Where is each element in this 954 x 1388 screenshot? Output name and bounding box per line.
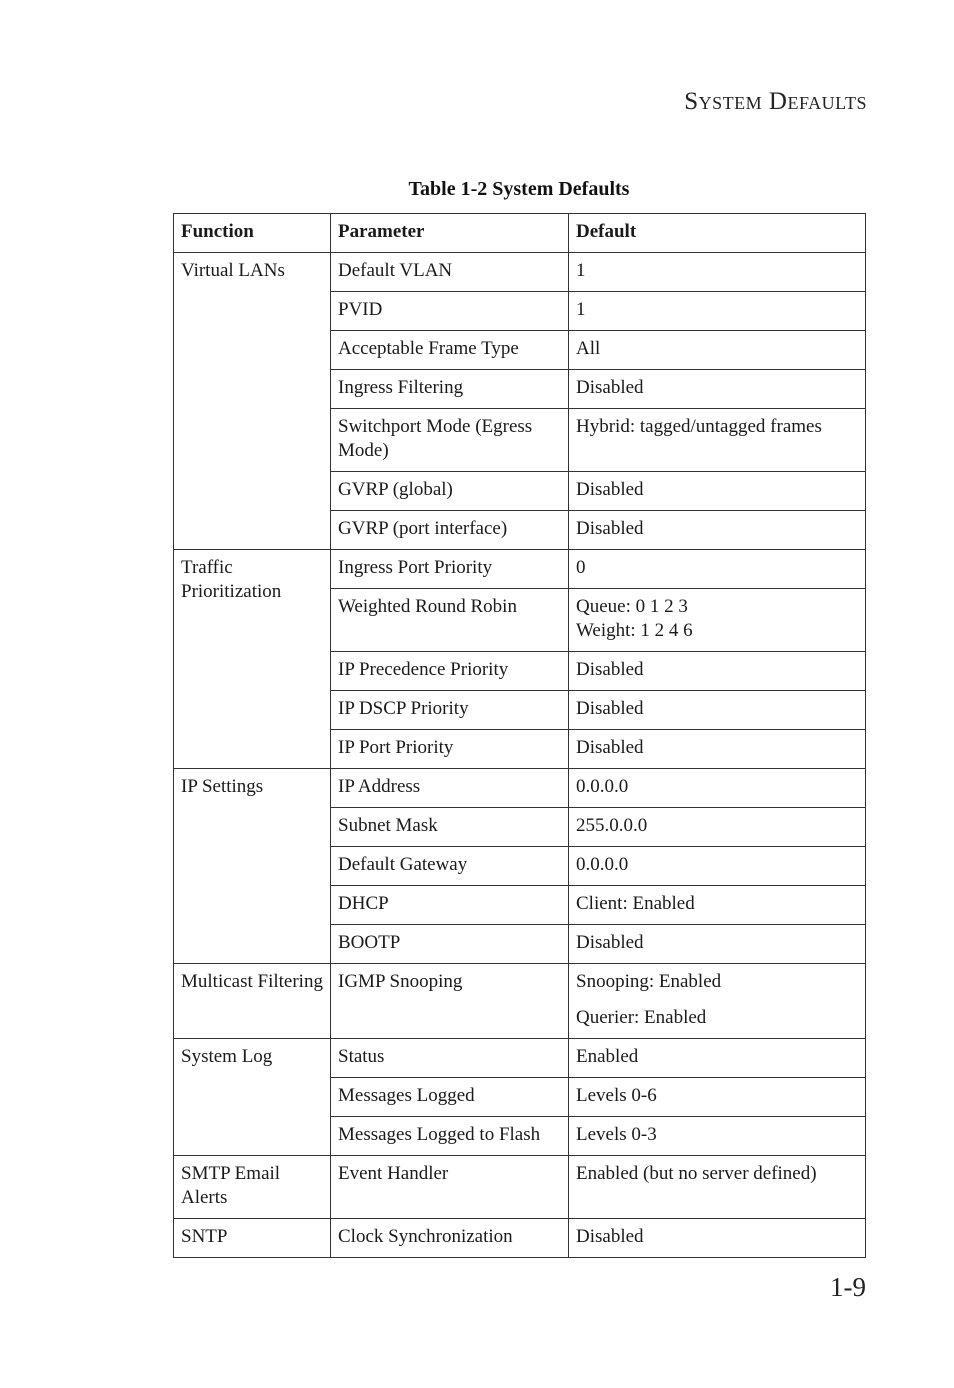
default-cell: Disabled	[569, 652, 866, 691]
default-cell: Disabled	[569, 511, 866, 550]
parameter-cell: PVID	[331, 292, 569, 331]
function-cell: SMTP Email Alerts	[174, 1156, 331, 1219]
parameter-cell: Acceptable Frame Type	[331, 331, 569, 370]
default-cell: Disabled	[569, 730, 866, 769]
table-row	[174, 964, 866, 1039]
parameter-cell: Messages Logged to Flash	[331, 1117, 569, 1156]
default-line: Snooping: Enabled	[576, 971, 722, 992]
table-header-row	[174, 214, 866, 253]
function-cell: IP Settings	[174, 769, 331, 964]
table-row	[174, 550, 866, 589]
default-cell: 255.0.0.0	[569, 808, 866, 847]
parameter-cell: Switchport Mode (Egress Mode)	[331, 409, 569, 472]
default-cell: Disabled	[569, 472, 866, 511]
parameter-cell: DHCP	[331, 886, 569, 925]
default-cell: Disabled	[569, 370, 866, 409]
default-line: Querier: Enabled	[576, 1007, 707, 1028]
parameter-cell: Subnet Mask	[331, 808, 569, 847]
function-cell: Traffic Prioritization	[174, 550, 331, 769]
function-cell: SNTP	[174, 1219, 331, 1258]
parameter-cell: IP DSCP Priority	[331, 691, 569, 730]
parameter-cell: Messages Logged	[331, 1078, 569, 1117]
parameter-cell: IP Precedence Priority	[331, 652, 569, 691]
function-cell: System Log	[174, 1039, 331, 1156]
table-row	[174, 1219, 866, 1258]
default-cell: Disabled	[569, 1219, 866, 1258]
table-row	[174, 1039, 866, 1078]
table-caption: Table 1-2 System Defaults	[408, 178, 630, 200]
default-cell: 0.0.0.0	[569, 847, 866, 886]
system-defaults-table	[173, 213, 866, 1258]
function-cell: Multicast Filtering	[174, 964, 331, 1039]
default-cell: Enabled	[569, 1039, 866, 1078]
default-cell: Client: Enabled	[569, 886, 866, 925]
page-number: 1-9	[830, 1272, 866, 1302]
parameter-cell: Default Gateway	[331, 847, 569, 886]
default-cell: Levels 0-6	[569, 1078, 866, 1117]
default-line: Queue: 0 1 2 3	[576, 596, 688, 617]
table-row	[174, 769, 866, 808]
parameter-cell: IGMP Snooping	[331, 964, 569, 1039]
parameter-cell: GVRP (global)	[331, 472, 569, 511]
column-header-function: Function	[174, 214, 331, 253]
default-cell: 0.0.0.0	[569, 769, 866, 808]
parameter-cell: BOOTP	[331, 925, 569, 964]
table-row	[174, 1156, 866, 1219]
parameter-cell: GVRP (port interface)	[331, 511, 569, 550]
parameter-cell: Ingress Port Priority	[331, 550, 569, 589]
parameter-cell: Status	[331, 1039, 569, 1078]
parameter-cell: Default VLAN	[331, 253, 569, 292]
table-row	[174, 253, 866, 292]
default-cell: Hybrid: tagged/untagged frames	[569, 409, 866, 472]
default-cell: Enabled (but no server defined)	[569, 1156, 866, 1219]
default-cell	[569, 964, 866, 1039]
default-cell: All	[569, 331, 866, 370]
parameter-cell: Clock Synchronization	[331, 1219, 569, 1258]
default-line: Weight: 1 2 4 6	[576, 620, 693, 641]
default-cell: 1	[569, 253, 866, 292]
running-header: System Defaults	[684, 88, 867, 115]
parameter-cell: Ingress Filtering	[331, 370, 569, 409]
default-cell: Disabled	[569, 925, 866, 964]
parameter-cell: Weighted Round Robin	[331, 589, 569, 652]
column-header-default: Default	[569, 214, 866, 253]
column-header-parameter: Parameter	[331, 214, 569, 253]
function-cell: Virtual LANs	[174, 253, 331, 550]
parameter-cell: IP Port Priority	[331, 730, 569, 769]
parameter-cell: Event Handler	[331, 1156, 569, 1219]
parameter-cell: IP Address	[331, 769, 569, 808]
default-cell	[569, 589, 866, 652]
default-cell: Levels 0-3	[569, 1117, 866, 1156]
default-cell: Disabled	[569, 691, 866, 730]
default-cell: 0	[569, 550, 866, 589]
default-cell: 1	[569, 292, 866, 331]
